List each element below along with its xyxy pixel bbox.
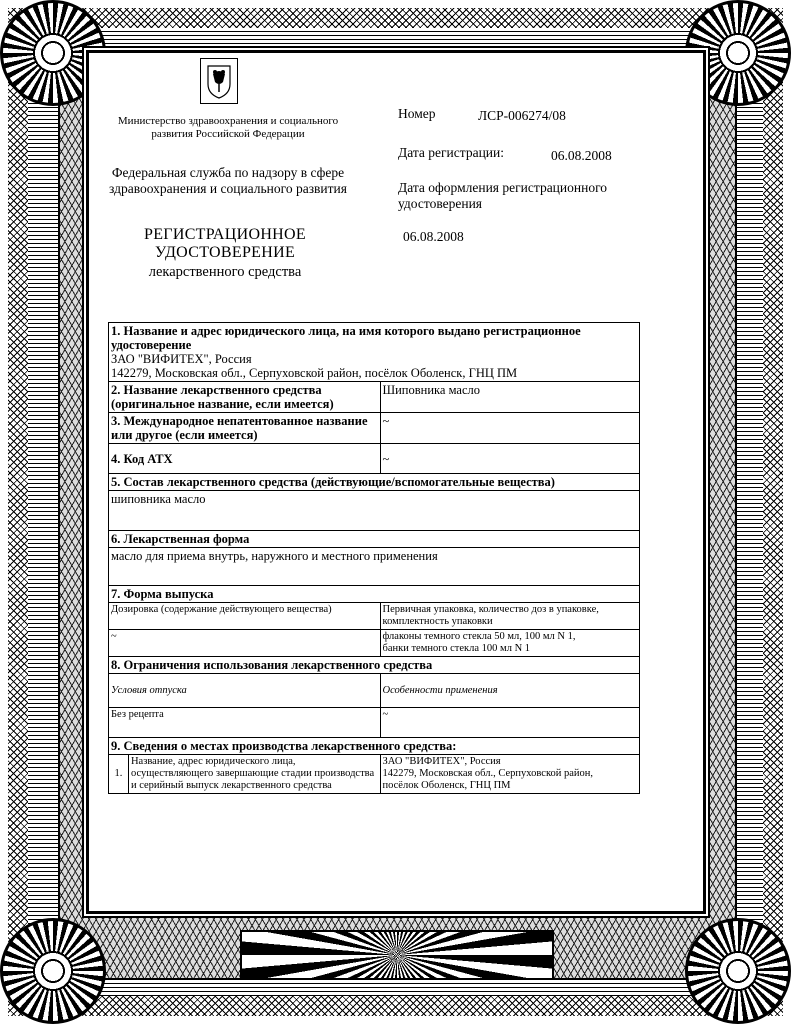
table-row: 1. Название и адрес юридического лица, на имя которого выдано регистрационное удостоверение ЗАО "ВИФИТЕХ", Россия 142279, Московская обл., Серпуховской район, посёлок Оболенск, ГНЦ ПМ (109, 323, 640, 382)
number-label: Номер (398, 106, 436, 121)
service-name: Федеральная служба по надзору в сфере здравоохранения и социального развития (109, 165, 347, 196)
section-3-title: 3. Международное непатентованное название или другое (если имеется) (109, 413, 381, 444)
section-4-title: 4. Код АТХ (109, 444, 381, 474)
section-8-col2-header: Особенности применения (380, 674, 640, 708)
table-row (109, 444, 640, 474)
table-row (109, 738, 640, 755)
coat-of-arms-icon (200, 58, 238, 104)
section-7-dosage-value: ~ (109, 630, 381, 657)
section-7-title: 7. Форма выпуска (109, 586, 640, 603)
number-value: ЛСР-006274/08 (478, 108, 566, 123)
section-7-col2-header: Первичная упаковка, количество доз в упаковке, комплектность упаковки (380, 603, 640, 630)
registration-date-label: Дата регистрации: (398, 145, 505, 160)
section-9-label: Название, адрес юридического лица, осуществляющего завершающие стадии производства и серийный выпуск лекарственного средства (128, 755, 380, 794)
section-8-dispensing-value: Без рецепта (109, 708, 381, 738)
section-2-title: 2. Название лекарственного средства (оригинальное название, если имеется) (109, 382, 381, 413)
section-5-title: 5. Состав лекарственного средства (действующие/вспомогательные вещества) (109, 474, 640, 491)
table-row (109, 630, 640, 657)
table-row (109, 413, 640, 444)
table-row (109, 708, 640, 738)
section-9-manufacturer: ЗАО "ВИФИТЕХ", Россия 142279, Московская обл., Серпуховской район, посёлок Оболенск, ГНЦ ПМ (380, 755, 640, 794)
section-3-value: ~ (380, 413, 640, 444)
section-2-value: Шиповника масло (380, 382, 640, 413)
table-row (109, 586, 640, 603)
section-7-col1-header: Дозировка (содержание действующего вещества) (109, 603, 381, 630)
section-6-title: 6. Лекарственная форма (109, 531, 640, 548)
table-row (109, 657, 640, 674)
section-9-title: 9. Сведения о местах производства лекарственного средства: (109, 738, 640, 755)
certificate-subtitle: лекарственного средства (148, 264, 302, 280)
section-8-col1-header: Условия отпуска (109, 674, 381, 708)
section-8-features-value: ~ (380, 708, 640, 738)
table-row (109, 531, 640, 548)
table-row (109, 755, 640, 794)
section-6-value: масло для приема внутрь, наружного и местного применения (109, 548, 640, 586)
section-7-package-value: флаконы темного стекла 50 мл, 100 мл N 1, банки темного стекла 100 мл N 1 (380, 630, 640, 657)
issue-date-label: Дата оформления регистрационного удостоверения (398, 180, 608, 211)
section-9-number: 1. (109, 755, 129, 794)
table-row (109, 474, 640, 491)
table-row (109, 382, 640, 413)
section-4-value: ~ (380, 444, 640, 474)
section-8-title: 8. Ограничения использования лекарственного средства (109, 657, 640, 674)
section-1-title: 1. Название и адрес юридического лица, на имя которого выдано регистрационное удостоверение (111, 324, 581, 352)
certificate-title: РЕГИСТРАЦИОННОЕ УДОСТОВЕРЕНИЕ (144, 226, 306, 261)
certificate-table (108, 322, 640, 794)
ministry-name: Министерство здравоохранения и социального развития Российской Федерации (117, 115, 339, 140)
section-5-value: шиповника масло (109, 491, 640, 531)
issue-date-value: 06.08.2008 (403, 229, 464, 244)
table-row (109, 603, 640, 630)
table-row (109, 548, 640, 586)
table-row (109, 674, 640, 708)
table-row (109, 491, 640, 531)
registration-date-value: 06.08.2008 (551, 148, 612, 163)
